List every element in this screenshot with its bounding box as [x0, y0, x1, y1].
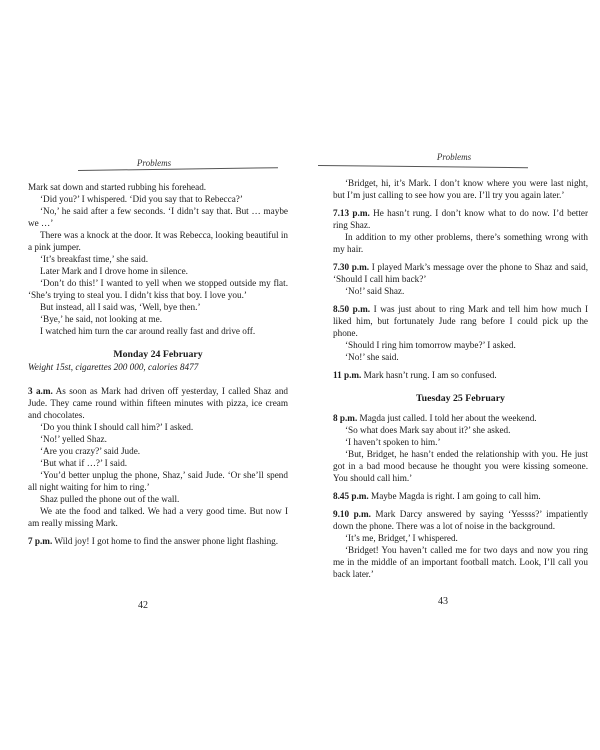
right-header-rule — [318, 165, 528, 168]
paragraph: ‘But what if …?’ I said. — [40, 458, 128, 468]
date-heading-tuesday: Tuesday 25 February — [416, 393, 505, 404]
paragraph: ‘Bridget! You haven’t called me for two days and now you ring me in the middle of an important football match. Look, I’ll call you back later.’ — [333, 545, 588, 579]
paragraph: I watched him turn the car around really fast and drive off. — [40, 326, 256, 336]
entry-time: 3 a.m. — [28, 386, 53, 396]
entry-text: Wild joy! I got home to find the answer phone light flashing. — [54, 536, 279, 546]
right-text-block — [333, 177, 588, 580]
diary-entry-910pm — [333, 508, 588, 532]
entry-time: 9.10 p.m. — [333, 509, 371, 519]
diary-entry-730pm — [333, 261, 588, 285]
paragraph: ‘Are you crazy?’ said Jude. — [40, 446, 141, 456]
entry-time: 7.30 p.m. — [333, 262, 370, 272]
entry-time: 7.13 p.m. — [333, 208, 370, 218]
paragraph: ‘No,’ he said after a few seconds. ‘I didn’t say that. But … maybe we …’ — [28, 206, 288, 228]
paragraph: We ate the food and talked. We had a very good time. But now I am really missing Mark. — [28, 506, 288, 528]
diary-entry-713pm — [333, 207, 588, 231]
entry-text: Maybe Magda is right. I am going to call him. — [371, 491, 541, 501]
diary-entry-3am — [28, 385, 288, 421]
entry-text: Mark hasn’t rung. I am so confused. — [363, 370, 497, 380]
entry-text: He hasn’t rung. I don’t know what to do now. I’d better ring Shaz. — [333, 208, 589, 230]
paragraph: ‘Did you?’ I whispered. ‘Did you say that to Rebecca?’ — [40, 194, 243, 204]
date-heading-monday: Monday 24 February — [113, 349, 203, 360]
diary-entry-11pm — [333, 369, 588, 381]
paragraph: ‘Do you think I should call him?’ I asked. — [40, 422, 194, 432]
paragraph: ‘Bye,’ he said, not looking at me. — [40, 314, 163, 324]
entry-time: 8 p.m. — [333, 413, 358, 423]
paragraph: ‘It’s me, Bridget,’ I whispered. — [345, 533, 458, 543]
paragraph: There was a knock at the door. It was Rebecca, looking beautiful in a pink jumper. — [28, 230, 288, 252]
diary-stats: Weight 15st, cigarettes 200 000, calories 8477 — [28, 362, 199, 372]
entry-time: 7 p.m. — [28, 536, 53, 546]
paragraph: ‘No!’ said Shaz. — [345, 286, 405, 296]
entry-text: Magda just called. I told her about the weekend. — [359, 413, 537, 423]
paragraph: ‘Bridget, hi, it’s Mark. I don’t know where you were last night, but I’m just calling to see how you are. I’ll try you again later.’ — [333, 178, 588, 200]
paragraph: ‘But, Bridget, he hasn’t ended the relationship with you. He just got in a bad mood because he thought you were kissing someone. You should call him.’ — [333, 449, 588, 483]
entry-text: I played Mark’s message over the phone to Shaz and said, ‘Should I call him back?’ — [333, 262, 588, 284]
entry-time: 8.50 p.m. — [333, 304, 371, 314]
diary-entry-845pm — [333, 490, 588, 502]
entry-text: Mark Darcy answered by saying ‘Yessss?’ impatiently down the phone. There was a lot of noise in the background. — [333, 509, 589, 531]
right-running-head: Problems — [436, 152, 472, 162]
diary-entry-7pm — [28, 535, 288, 547]
entry-text: As soon as Mark had driven off yesterday, I called Shaz and Jude. They came round within fifteen minutes with pizza, ice cream and chocolates. — [28, 386, 289, 420]
left-header-rule — [78, 167, 278, 171]
paragraph: ‘So what does Mark say about it?’ she asked. — [345, 425, 511, 435]
entry-text: I was just about to ring Mark and tell him how much I liked him, but fortunately Jude rang before I could pick up the phone. — [333, 304, 588, 338]
paragraph: ‘I haven’t spoken to him.’ — [345, 437, 441, 447]
entry-time: 8.45 p.m. — [333, 491, 369, 501]
paragraph: ‘You’d better unplug the phone, Shaz,’ said Jude. ‘Or she’ll spend all night waiting for him to ring.’ — [28, 470, 288, 492]
paragraph: ‘Don’t do this!’ I wanted to yell when we stopped outside my flat. ‘She’s trying to steal you. I didn’t kiss that boy. I love you.’ — [28, 278, 288, 300]
diary-entry-850pm — [333, 303, 588, 339]
diary-entry-8pm — [333, 412, 588, 424]
paragraph: But instead, all I said was, ‘Well, bye then.’ — [40, 302, 201, 312]
page-number-right: 43 — [438, 596, 448, 607]
paragraph: Shaz pulled the phone out of the wall. — [40, 494, 180, 504]
paragraph: Mark sat down and started rubbing his forehead. — [28, 182, 207, 192]
paragraph: ‘No!’ yelled Shaz. — [40, 434, 107, 444]
left-text-block — [28, 181, 288, 547]
page-number-left: 42 — [138, 600, 148, 611]
paragraph: ‘It’s breakfast time,’ she said. — [40, 254, 149, 264]
entry-time: 11 p.m. — [333, 370, 362, 380]
paragraph: ‘Should I ring him tomorrow maybe?’ I asked. — [345, 340, 516, 350]
paragraph: ‘No!’ she said. — [345, 352, 399, 362]
paragraph: In addition to my other problems, there’s something wrong with my hair. — [333, 232, 588, 254]
paragraph: Later Mark and I drove home in silence. — [40, 266, 188, 276]
left-running-head: Problems — [136, 158, 172, 168]
